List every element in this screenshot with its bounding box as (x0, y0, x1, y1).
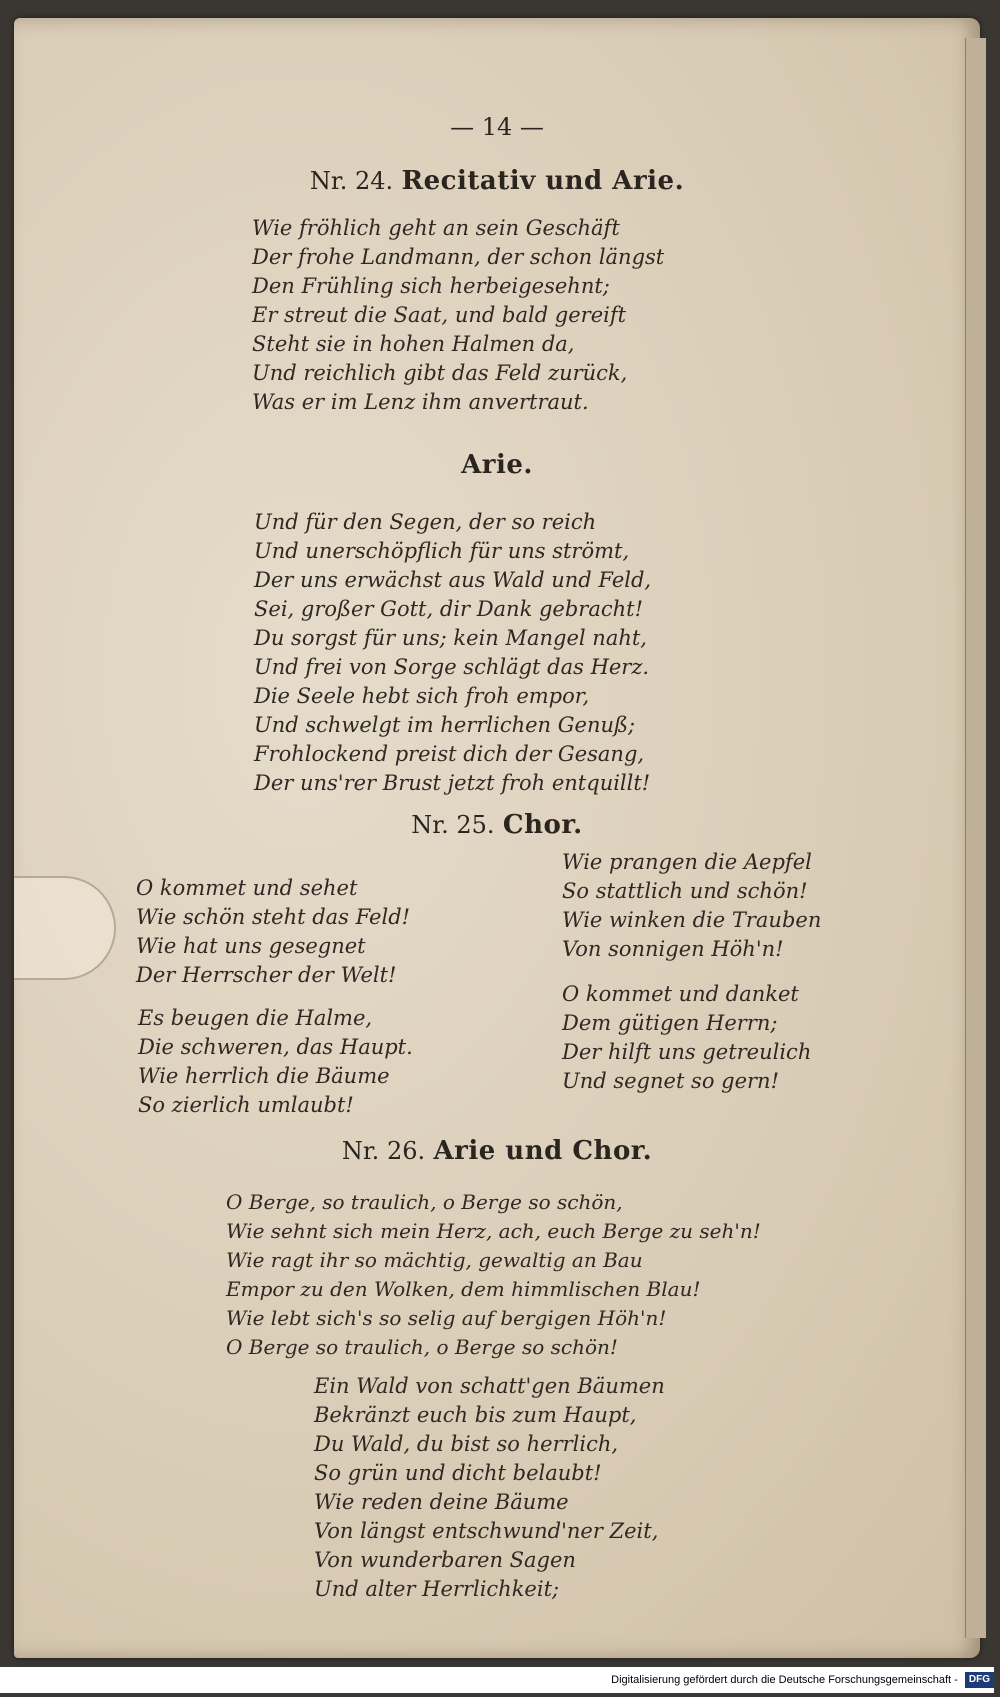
verse-line: Der frohe Landmann, der schon längst (252, 245, 665, 269)
verse-line: Die schweren, das Haupt. (138, 1035, 413, 1059)
footer-credit: Digitalisierung gefördert durch die Deutsche Forschungsgemeinschaft - (611, 1674, 958, 1686)
verse-line: Steht sie in hohen Halmen da, (252, 332, 575, 356)
section-number: Nr. 26. (341, 1137, 426, 1165)
verse-line: Und frei von Sorge schlägt das Herz. (254, 655, 650, 679)
verse-line: O Berge, so traulich, o Berge so schön, (226, 1190, 623, 1214)
verse-line: Und unerschöpflich für uns strömt, (254, 539, 630, 563)
verse-line: Er streut die Saat, und bald gereift (252, 303, 627, 327)
section-heading-26 (14, 1136, 980, 1166)
section-title: Arie und Chor. (433, 1136, 653, 1166)
verse-line: Den Frühling sich herbeigesehnt; (252, 274, 610, 298)
verse-line: Der uns erwächst aus Wald und Feld, (254, 568, 652, 592)
verse-line: Wie fröhlich geht an sein Geschäft (252, 216, 620, 240)
arie-chor-stanza-2 (314, 1372, 665, 1604)
arie-verse (254, 508, 651, 798)
section-title: Chor. (502, 810, 583, 840)
verse-line: Dem gütigen Herrn; (562, 1011, 778, 1035)
verse-line: Von längst entschwund'ner Zeit, (314, 1519, 659, 1543)
verse-line: O kommet und sehet (136, 876, 358, 900)
verse-line: Du Wald, du bist so herrlich, (314, 1432, 619, 1456)
recitativ-verse (252, 214, 664, 417)
verse-line: Wie sehnt sich mein Herz, ach, euch Berge zu seh'n! (226, 1219, 761, 1243)
verse-line: O kommet und danket (562, 982, 799, 1006)
verse-line: Von wunderbaren Sagen (314, 1548, 576, 1572)
verse-line: Und reichlich gibt das Feld zurück, (252, 361, 628, 385)
dfg-logo: DFG (965, 1672, 994, 1688)
section-number: Nr. 25. (411, 811, 495, 839)
verse-line: Die Seele hebt sich froh empor, (254, 684, 590, 708)
verse-line: Es beugen die Halme, (138, 1006, 373, 1030)
verse-line: Und für den Segen, der so reich (254, 510, 597, 534)
verse-line: Frohlockend preist dich der Gesang, (254, 742, 645, 766)
verse-line: Der Herrscher der Welt! (136, 963, 397, 987)
verse-line: Wie ragt ihr so mächtig, gewaltig an Bau (226, 1248, 643, 1272)
section-title: Recitativ und Arie. (401, 166, 685, 196)
verse-line: So grün und dicht belaubt! (314, 1461, 602, 1485)
sub-title: Arie. (461, 450, 533, 480)
section-number: Nr. 24. (309, 167, 394, 195)
chor-left-stanza-1 (136, 874, 410, 990)
verse-line: Von sonnigen Höh'n! (562, 937, 784, 961)
verse-line: So zierlich umlaubt! (138, 1093, 354, 1117)
verse-line: Der hilft uns getreulich (562, 1040, 812, 1064)
verse-line: Empor zu den Wolken, dem himmlischen Blau! (226, 1277, 701, 1301)
section-heading-24 (14, 166, 980, 196)
verse-line: Wie lebt sich's so selig auf bergigen Höh'n! (226, 1306, 667, 1330)
arie-chor-stanza-1 (226, 1188, 761, 1362)
page-number: — 14 — (450, 113, 544, 141)
verse-line: Wie reden deine Bäume (314, 1490, 569, 1514)
verse-line: Du sorgst für uns; kein Mangel naht, (254, 626, 647, 650)
verse-line: Bekränzt euch bis zum Haupt, (314, 1403, 637, 1427)
verse-line: Was er im Lenz ihm anvertraut. (252, 390, 589, 414)
verse-line: Wie hat uns gesegnet (136, 934, 366, 958)
chor-right-stanza-1 (562, 848, 821, 964)
verse-line: O Berge so traulich, o Berge so schön! (226, 1335, 618, 1359)
verse-line: So stattlich und schön! (562, 879, 808, 903)
book-page (14, 18, 980, 1658)
verse-line: Und alter Herrlichkeit; (314, 1577, 560, 1601)
verse-line: Ein Wald von schatt'gen Bäumen (314, 1374, 665, 1398)
verse-line: Wie herrlich die Bäume (138, 1064, 390, 1088)
chor-right-stanza-2 (562, 980, 811, 1096)
verse-line: Wie winken die Trauben (562, 908, 822, 932)
verse-line: Wie schön steht das Feld! (136, 905, 411, 929)
page-clip (14, 876, 116, 980)
verse-line: Und schwelgt im herrlichen Genuß; (254, 713, 636, 737)
chor-left-stanza-2 (138, 1004, 413, 1120)
digitization-footer (0, 1667, 994, 1693)
verse-line: Der uns'rer Brust jetzt froh entquillt! (254, 771, 651, 795)
verse-line: Sei, großer Gott, dir Dank gebracht! (254, 597, 644, 621)
verse-line: Wie prangen die Aepfel (562, 850, 812, 874)
sub-heading-arie (14, 450, 980, 480)
section-heading-25 (14, 810, 980, 840)
verse-line: Und segnet so gern! (562, 1069, 780, 1093)
